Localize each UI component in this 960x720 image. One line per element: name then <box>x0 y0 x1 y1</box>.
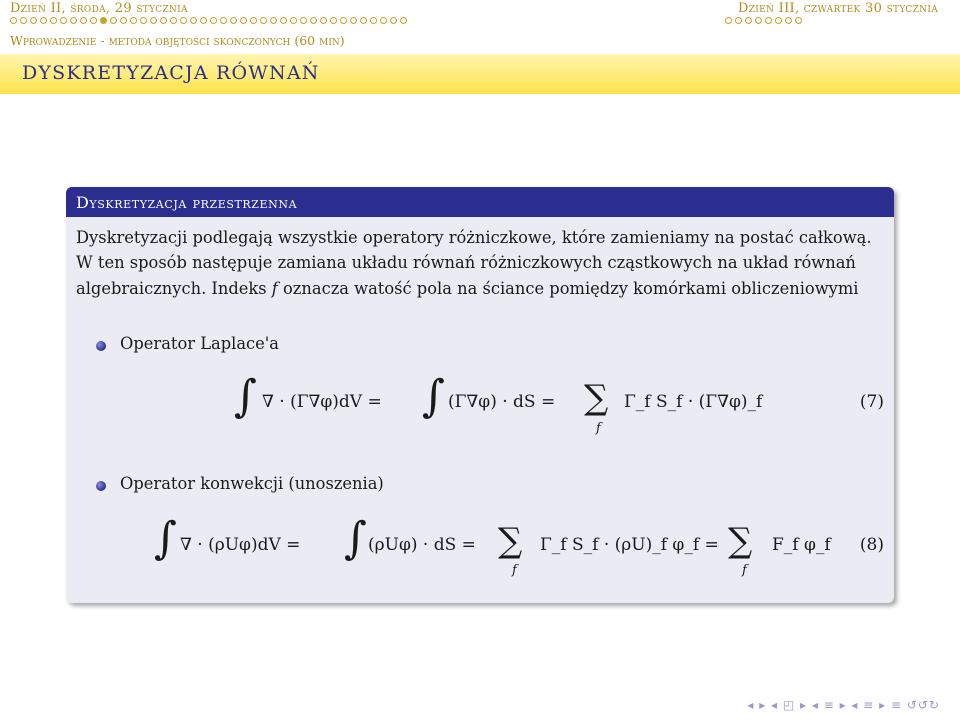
nav-dot[interactable] <box>240 17 247 24</box>
nav-dot[interactable] <box>360 17 367 24</box>
integral-symbol: ∫ <box>234 371 257 422</box>
nav-dot[interactable] <box>10 17 17 24</box>
content-block <box>66 187 894 603</box>
nav-dot[interactable] <box>60 17 67 24</box>
nav-dot[interactable] <box>290 17 297 24</box>
paragraph-index: f <box>271 278 278 298</box>
eq7-number: (7) <box>859 392 884 412</box>
progress-dots-left[interactable] <box>10 17 407 29</box>
nav-dot[interactable] <box>795 17 802 24</box>
nav-dot[interactable] <box>150 17 157 24</box>
nav-dot[interactable] <box>320 17 327 24</box>
nav-dot[interactable] <box>725 17 732 24</box>
beamer-navigation[interactable]: ◂ ▸ ◂ ◰ ▸ ◂ ≡ ▸ ◂ ≡ ▸ ≡ ↺↺↻ <box>747 698 940 712</box>
nav-dot[interactable] <box>50 17 57 24</box>
sum-symbol: ∑ <box>728 521 753 561</box>
eq7-rhs: Γ_f S_f · (Γ∇φ)_f <box>624 392 763 412</box>
nav-dot[interactable] <box>30 17 37 24</box>
sum-index: f <box>596 421 601 436</box>
nav-dot[interactable] <box>370 17 377 24</box>
nav-dot[interactable] <box>140 17 147 24</box>
sum-symbol: ∑ <box>498 521 523 561</box>
bullet-laplace: Operator Laplace'a <box>120 334 279 353</box>
nav-dot[interactable] <box>260 17 267 24</box>
nav-dot[interactable] <box>300 17 307 24</box>
nav-dot[interactable] <box>40 17 47 24</box>
day-left-link[interactable]: Dzień II, środa, 29 stycznia <box>10 1 188 16</box>
nav-dot[interactable] <box>250 17 257 24</box>
nav-dot[interactable] <box>120 17 127 24</box>
nav-dot[interactable] <box>100 17 107 24</box>
nav-dot[interactable] <box>90 17 97 24</box>
day-right-link[interactable]: Dzień III, czwartek 30 stycznia <box>738 1 938 16</box>
nav-dot[interactable] <box>270 17 277 24</box>
nav-dot[interactable] <box>280 17 287 24</box>
nav-dot[interactable] <box>170 17 177 24</box>
nav-dot[interactable] <box>745 17 752 24</box>
nav-dot[interactable] <box>400 17 407 24</box>
nav-dot[interactable] <box>180 17 187 24</box>
integral-symbol: ∫ <box>422 371 445 422</box>
nav-dot[interactable] <box>350 17 357 24</box>
eq7-lhs: ∇ · (Γ∇φ)dV = <box>262 392 382 412</box>
nav-dot[interactable] <box>220 17 227 24</box>
bullet-icon <box>96 481 106 491</box>
nav-dot[interactable] <box>380 17 387 24</box>
sum-index: f <box>742 563 747 578</box>
nav-dot[interactable] <box>110 17 117 24</box>
nav-dot[interactable] <box>210 17 217 24</box>
nav-dot[interactable] <box>775 17 782 24</box>
bullet-convection: Operator konwekcji (unoszenia) <box>120 474 384 493</box>
integral-symbol: ∫ <box>154 513 177 564</box>
eq8-rhs2: F_f φ_f <box>772 535 831 555</box>
sum-index: f <box>512 563 517 578</box>
nav-dot[interactable] <box>20 17 27 24</box>
block-title: Dyskretyzacja przestrzenna <box>66 187 894 217</box>
eq8-rhs1: Γ_f S_f · (ρU)_f φ_f = <box>540 535 719 555</box>
bullet-icon <box>96 341 106 351</box>
nav-dot[interactable] <box>130 17 137 24</box>
block-paragraph <box>76 225 882 301</box>
nav-dot[interactable] <box>160 17 167 24</box>
integral-symbol: ∫ <box>344 513 367 564</box>
nav-dot[interactable] <box>755 17 762 24</box>
nav-dot[interactable] <box>80 17 87 24</box>
eq8-number: (8) <box>859 535 884 555</box>
eq8-lhs: ∇ · (ρUφ)dV = <box>180 535 301 555</box>
progress-dots-right[interactable] <box>725 17 802 29</box>
nav-dot[interactable] <box>785 17 792 24</box>
nav-dot[interactable] <box>765 17 772 24</box>
nav-dot[interactable] <box>310 17 317 24</box>
header-bar <box>0 0 960 54</box>
nav-dot[interactable] <box>70 17 77 24</box>
nav-dot[interactable] <box>340 17 347 24</box>
nav-dot[interactable] <box>330 17 337 24</box>
eq8-mid: (ρUφ) · dS = <box>368 535 476 555</box>
nav-dot[interactable] <box>735 17 742 24</box>
sum-symbol: ∑ <box>584 378 609 418</box>
paragraph-part2: oznacza watość pola na ściance pomiędzy komórkami obliczeniowymi <box>277 278 859 298</box>
paragraph-part1: Dyskretyzacji podlegają wszystkie operatory różniczkowe, które zamieniamy na postać całkową. W ten sposób następuje zamiana układu równań różniczkowych cząstkowych na układ równań algebraicznych. Indeks <box>76 228 872 298</box>
nav-dot[interactable] <box>230 17 237 24</box>
subsection-title[interactable]: Wprowadzenie - metoda objętości skończonych (60 min) <box>10 33 345 48</box>
frame-title: DYSKRETYZACJA RÓWNAŃ <box>22 62 320 84</box>
nav-dot[interactable] <box>390 17 397 24</box>
nav-dot[interactable] <box>200 17 207 24</box>
nav-dot[interactable] <box>190 17 197 24</box>
eq7-mid: (Γ∇φ) · dS = <box>448 392 556 412</box>
